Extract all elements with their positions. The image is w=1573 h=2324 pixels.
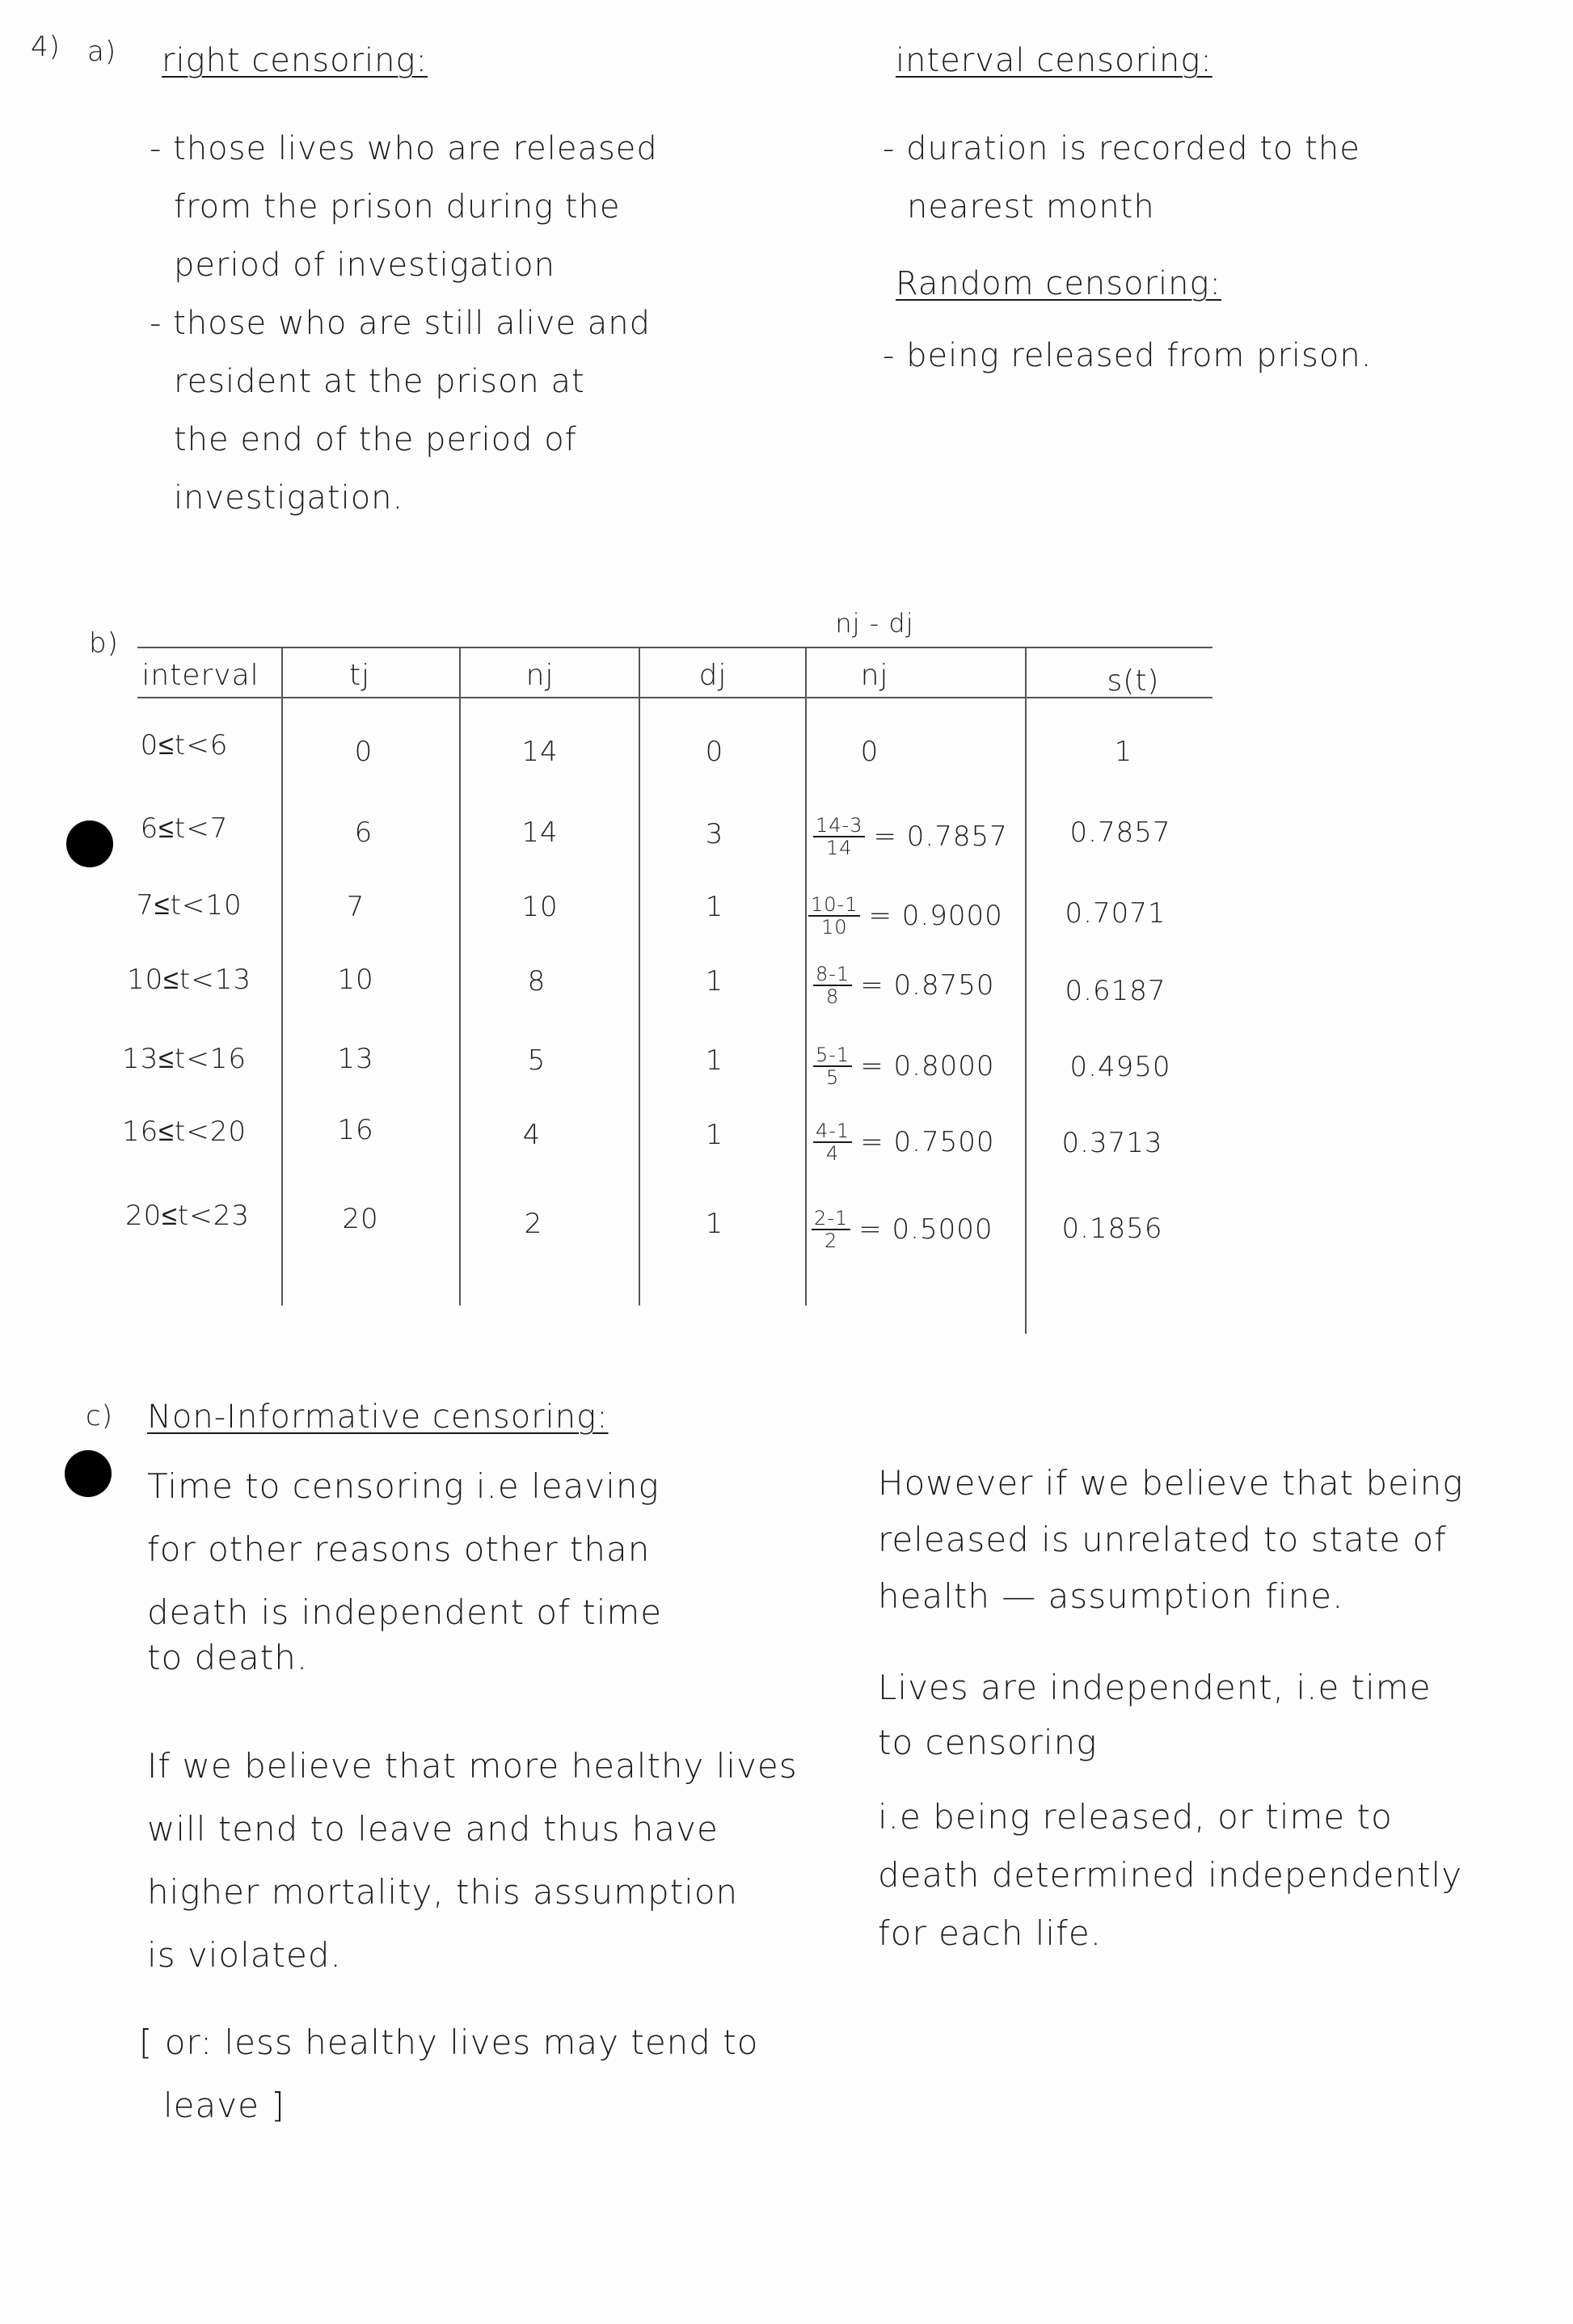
table-cell-survival: 0.6187 (1065, 975, 1166, 1007)
table-cell-dj: 1 (705, 891, 724, 923)
table-cell-interval: 16≤t<20 (121, 1116, 247, 1148)
right-paragraph-1: However if we believe that being released is unrelated to state of health — assumption fine. (878, 1463, 1464, 1616)
table-cell-ratio: $\frac{14-3}{14}$ = 0.7857 (813, 815, 1008, 858)
table-cell-tj: 10 (337, 964, 374, 996)
table-col-divider (459, 647, 461, 1305)
interval-censoring-heading: interval censoring: (896, 42, 1212, 79)
table-cell-interval: 13≤t<16 (121, 1043, 247, 1075)
right-censoring-bullet-1: - those lives who are released from the prison during the period of investigation (150, 130, 658, 284)
non-informative-heading: Non-Informative censoring: (147, 1398, 609, 1436)
part-b-label: b) (89, 627, 119, 660)
part-c-label: c) (86, 1400, 113, 1432)
interval-censoring-text: - duration is recorded to the nearest month (883, 130, 1360, 226)
table-cell-interval: 10≤t<13 (126, 964, 252, 996)
table-col-divider (281, 647, 283, 1305)
header-interval: interval (141, 659, 259, 692)
random-censoring-heading: Random censoring: (896, 265, 1221, 302)
table-cell-dj: 3 (705, 818, 724, 850)
table-cell-tj: 20 (342, 1203, 379, 1235)
table-cell-interval: 7≤t<10 (136, 889, 242, 922)
table-cell-nj: 8 (527, 965, 546, 998)
table-cell-survival: 0.1856 (1061, 1213, 1163, 1245)
table-cell-ratio: $\frac{8-1}{8}$ = 0.8750 (813, 964, 994, 1007)
table-cell-dj: 1 (705, 1119, 724, 1151)
table-cell-dj: 1 (705, 965, 724, 998)
right-censoring-heading: right censoring: (162, 42, 428, 79)
right-paragraph-3: i.e being released, or time to death determined independently for each life. (878, 1797, 1463, 1953)
right-censoring-bullet-2: - those who are still alive and resident at the prison at the end of the period of investigation. (150, 305, 652, 517)
header-nj-minus-dj: nj - dj (835, 608, 914, 639)
header-nj: nj (525, 659, 555, 692)
table-top-rule (137, 647, 1212, 648)
header-dj: dj (698, 659, 727, 692)
table-cell-survival: 0.4950 (1069, 1051, 1171, 1083)
table-cell-nj: 2 (524, 1208, 543, 1240)
table-cell-nj: 4 (522, 1119, 542, 1151)
bullet-marker (66, 820, 113, 867)
left-paragraph-3: [ or: less healthy lives may tend to leave ] (139, 2022, 759, 2125)
table-cell-survival: 0.7857 (1069, 816, 1171, 849)
table-cell-ratio: 0 (860, 736, 879, 768)
random-censoring-text: - being released from prison. (883, 337, 1373, 374)
table-header-rule (137, 697, 1212, 698)
table-cell-dj: 1 (705, 1208, 724, 1240)
table-cell-survival: 1 (1114, 736, 1133, 768)
table-cell-tj: 7 (346, 891, 365, 923)
table-cell-survival: 0.7071 (1065, 897, 1166, 930)
table-cell-tj: 13 (337, 1043, 374, 1075)
bullet-marker (65, 1450, 112, 1497)
table-cell-tj: 0 (354, 736, 373, 768)
table-cell-nj: 14 (521, 816, 559, 849)
table-cell-tj: 16 (337, 1114, 374, 1146)
table-cell-ratio: $\frac{2-1}{2}$ = 0.5000 (812, 1208, 993, 1251)
header-nj-denominator: nj (860, 659, 889, 692)
part-a-label: a) (87, 36, 117, 68)
table-cell-ratio: $\frac{5-1}{5}$ = 0.8000 (813, 1044, 994, 1088)
table-col-divider (1025, 647, 1027, 1334)
table-col-divider (639, 647, 640, 1305)
table-col-divider (805, 647, 807, 1305)
table-cell-nj: 14 (521, 736, 559, 768)
header-tj: tj (348, 659, 371, 692)
table-cell-nj: 5 (527, 1044, 546, 1077)
left-paragraph-1: Time to censoring i.e leaving for other reasons other than death is independent of time to death. (147, 1466, 663, 1677)
table-cell-ratio: $\frac{4-1}{4}$ = 0.7500 (813, 1120, 994, 1164)
left-paragraph-2: If we believe that more healthy lives will tend to leave and thus have higher mortality, this assumption is violated. (147, 1746, 798, 1975)
right-paragraph-2: Lives are independent, i.e time to censoring (878, 1668, 1432, 1762)
header-survival: s(t) (1107, 664, 1160, 698)
table-cell-survival: 0.3713 (1061, 1127, 1163, 1159)
table-cell-interval: 0≤t<6 (140, 729, 229, 761)
question-number: 4) (31, 31, 61, 63)
table-cell-tj: 6 (354, 816, 373, 849)
table-cell-dj: 0 (705, 736, 724, 768)
table-cell-nj: 10 (521, 891, 559, 923)
table-cell-interval: 20≤t<23 (124, 1200, 251, 1232)
table-cell-dj: 1 (705, 1044, 724, 1077)
table-cell-interval: 6≤t<7 (140, 812, 229, 845)
table-cell-ratio: $\frac{10-1}{10}$ = 0.9000 (808, 894, 1003, 938)
